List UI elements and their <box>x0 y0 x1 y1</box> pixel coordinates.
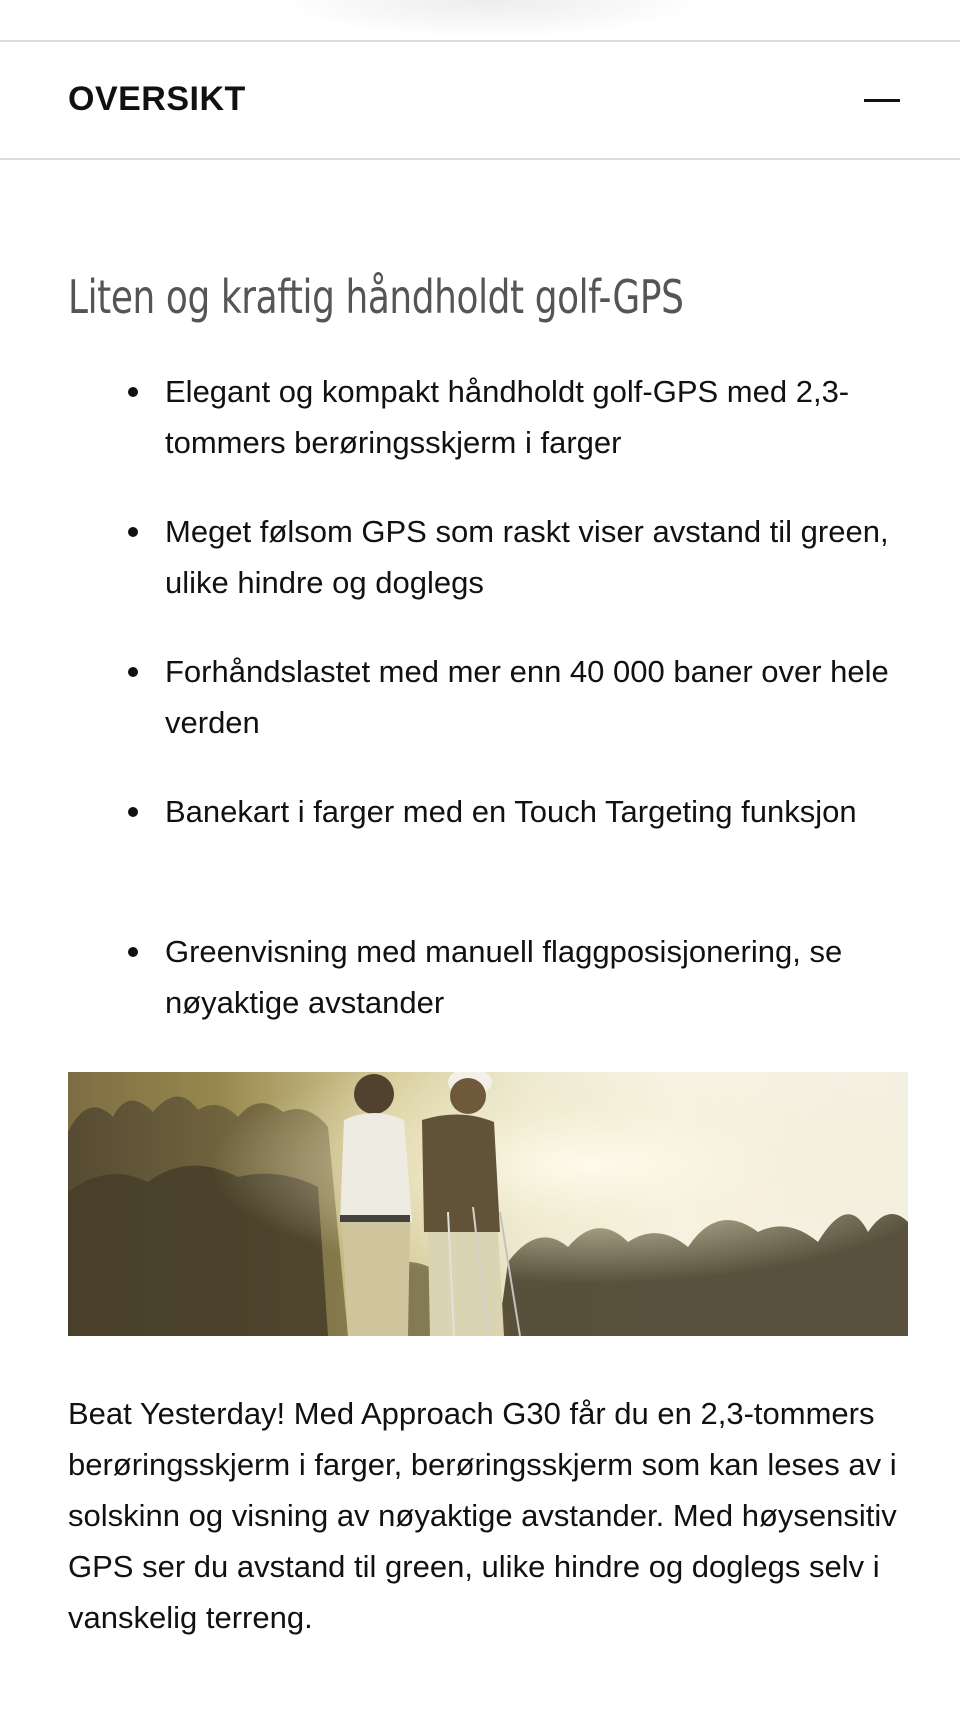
product-description: Beat Yesterday! Med Approach G30 får du en 2,3-tommers berøringsskjerm i farger, berøringsskjerm som kan leses av i solskinn og visning av nøyaktige avstander. Med høysensitiv GPS ser du avstand til green, ulike hindre og doglegs selv i vanskelig terreng. <box>68 1396 897 1635</box>
feature-text: Banekart i farger med en Touch Targeting funksjon <box>165 794 857 829</box>
feature-text: Elegant og kompakt håndholdt golf-GPS med 2,3-tommers berøringsskjerm i farger <box>165 374 850 460</box>
section-heading: Liten og kraftig håndholdt golf-GPS <box>68 270 684 324</box>
minus-icon[interactable] <box>864 82 908 118</box>
feature-text: Greenvisning med manuell flaggposisjonering, se nøyaktige avstander <box>165 934 843 1020</box>
feature-text: Meget følsom GPS som raskt viser avstand til green, ulike hindre og doglegs <box>165 514 889 600</box>
bullet-icon <box>128 527 138 537</box>
golfers-illustration <box>68 1072 908 1336</box>
accordion-header-oversikt[interactable] <box>0 40 960 160</box>
feature-item <box>0 366 960 468</box>
feature-item <box>0 646 960 748</box>
feature-item <box>0 506 960 608</box>
accordion-title: OVERSIKT <box>68 80 246 118</box>
top-shadow <box>290 0 690 36</box>
bullet-icon <box>128 387 138 397</box>
bullet-icon <box>128 947 138 957</box>
feature-item <box>0 926 960 1028</box>
bullet-icon <box>128 667 138 677</box>
bullet-icon <box>128 807 138 817</box>
golfers-photo <box>68 1072 908 1336</box>
feature-text: Forhåndslastet med mer enn 40 000 baner over hele verden <box>165 654 889 740</box>
feature-list <box>0 366 960 1066</box>
feature-item <box>0 786 960 888</box>
